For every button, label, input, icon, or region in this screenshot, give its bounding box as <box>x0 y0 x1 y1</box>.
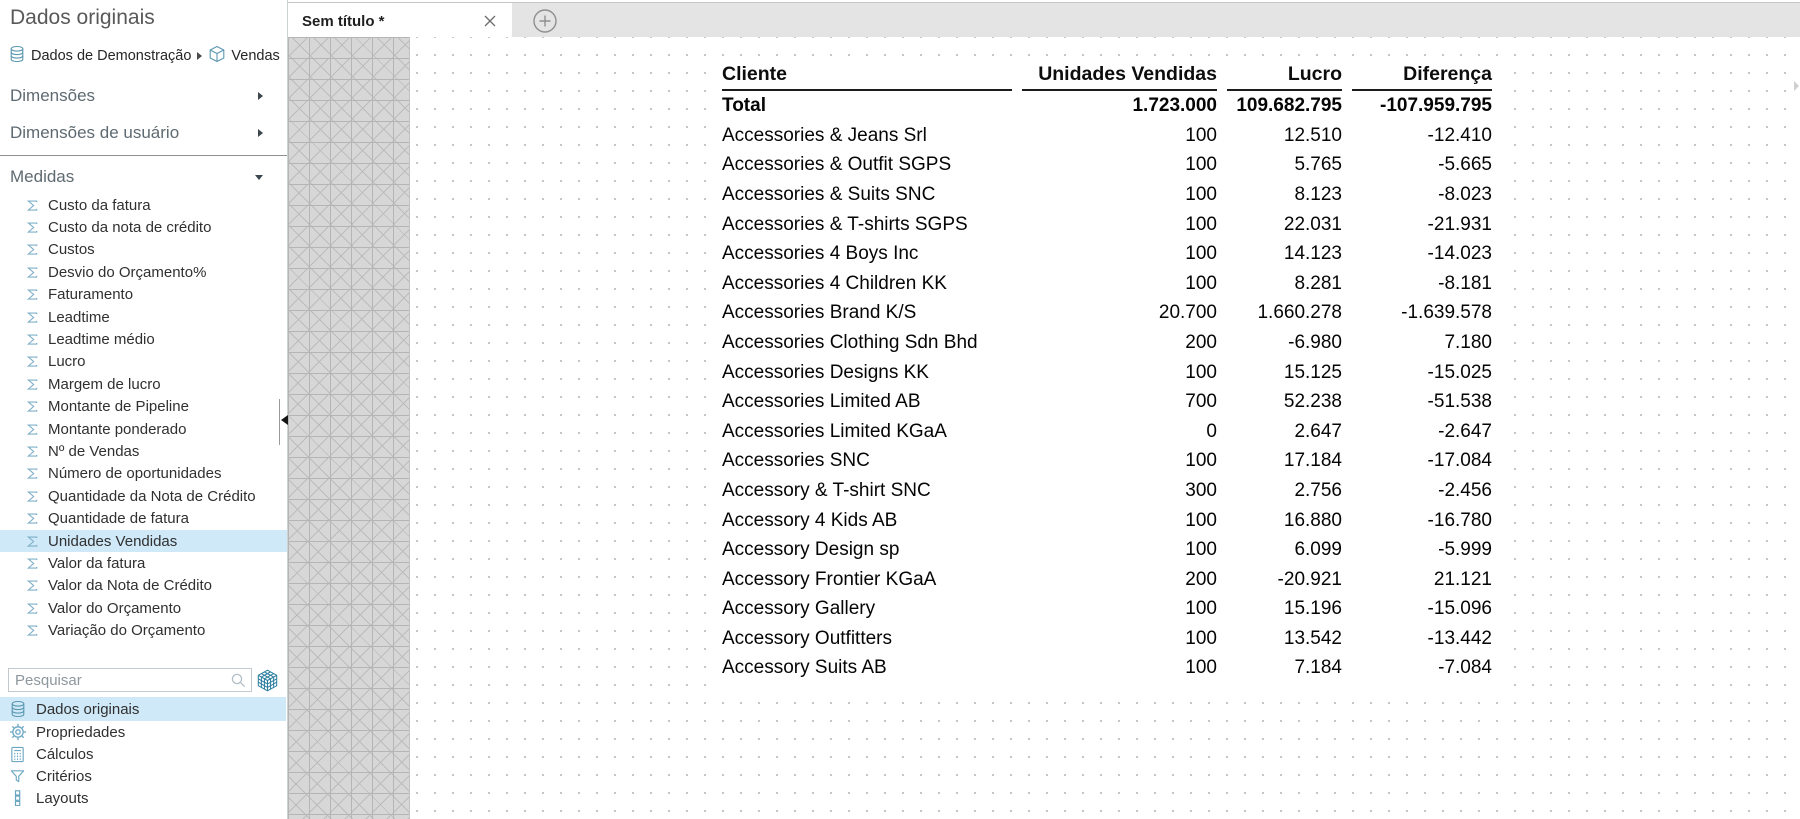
measure-label: Lucro <box>48 353 86 371</box>
section-label: Dimensões de usuário <box>10 123 180 142</box>
tab-bar <box>288 0 1800 37</box>
value-cell: -2.647 <box>1438 420 1492 442</box>
value-cell: 17.184 <box>1283 450 1342 472</box>
measure-item[interactable] <box>0 239 287 261</box>
cliente-cell: Accessories & Suits SNC <box>722 183 936 205</box>
cube-browser-icon[interactable] <box>256 669 279 692</box>
section-label: Dimensões <box>10 86 96 105</box>
cliente-cell: Accessories Clothing Sdn Bhd <box>722 331 978 353</box>
value-cell: 200 <box>1185 331 1217 353</box>
value-cell: 100 <box>1185 361 1217 383</box>
table-row[interactable] <box>722 447 1492 477</box>
table-row[interactable] <box>722 624 1492 654</box>
measure-item[interactable] <box>0 552 287 574</box>
section-medidas[interactable] <box>0 167 287 187</box>
measure-label: Valor da Nota de Crédito <box>48 577 212 595</box>
value-cell: 100 <box>1185 657 1217 679</box>
new-tab-button[interactable] <box>532 8 558 34</box>
sigma-icon <box>25 511 41 526</box>
measure-label: Valor do Orçamento <box>48 599 182 617</box>
total-row[interactable] <box>722 91 1492 121</box>
value-cell: -17.084 <box>1427 450 1492 472</box>
table-row[interactable] <box>722 565 1492 595</box>
measure-label: Unidades Vendidas <box>48 532 178 550</box>
panel-nav-label: Critérios <box>36 767 92 785</box>
measure-label: Custo da fatura <box>48 196 151 214</box>
table-row[interactable] <box>722 269 1492 299</box>
value-cell: -8.023 <box>1438 183 1492 205</box>
chevron-right-icon <box>258 92 263 100</box>
chevron-left-icon <box>281 415 288 425</box>
sigma-icon <box>25 220 41 235</box>
measure-item[interactable] <box>0 507 287 529</box>
sigma-icon <box>25 556 41 571</box>
measure-label: Quantidade de fatura <box>48 510 189 528</box>
value-cell: -20.921 <box>1277 568 1342 590</box>
cliente-cell: Accessories Designs KK <box>722 361 929 383</box>
value-cell: 15.196 <box>1283 598 1342 620</box>
table-row[interactable] <box>722 358 1492 388</box>
value-cell: 13.542 <box>1283 627 1342 649</box>
value-cell: -8.181 <box>1438 272 1492 294</box>
section-dimensoes[interactable] <box>0 86 287 106</box>
value-cell: -21.931 <box>1427 213 1492 235</box>
value-cell: 200 <box>1185 568 1217 590</box>
value-cell: 22.031 <box>1283 213 1342 235</box>
panel-nav-label: Propriedades <box>36 723 126 741</box>
measure-item[interactable] <box>0 597 287 619</box>
table-row[interactable] <box>722 476 1492 506</box>
panel-nav <box>0 697 286 809</box>
measure-item[interactable] <box>0 575 287 597</box>
measure-item[interactable] <box>0 373 287 395</box>
breadcrumb-database[interactable]: Dados de Demonstração <box>31 48 192 64</box>
value-cell: 1.723.000 <box>1132 95 1217 116</box>
measure-item[interactable] <box>0 530 287 552</box>
cliente-cell: Accessories & Jeans Srl <box>722 124 927 146</box>
value-cell: -6.980 <box>1288 331 1342 353</box>
value-cell: 52.238 <box>1283 391 1342 413</box>
table-row[interactable] <box>722 328 1492 358</box>
table-row[interactable] <box>722 535 1492 565</box>
database-icon <box>8 700 27 718</box>
value-cell: 16.880 <box>1283 509 1342 531</box>
sigma-icon <box>25 399 41 414</box>
value-cell: -13.442 <box>1427 627 1492 649</box>
sigma-icon <box>25 444 41 459</box>
panel-nav-label: Layouts <box>36 789 89 807</box>
sigma-icon <box>25 198 41 213</box>
measure-item[interactable] <box>0 619 287 641</box>
table-row[interactable] <box>722 299 1492 329</box>
value-cell: -7.084 <box>1438 657 1492 679</box>
measure-label: Margem de lucro <box>48 375 161 393</box>
cliente-cell: Accessory Design sp <box>722 539 900 561</box>
value-cell: 15.125 <box>1283 361 1342 383</box>
value-cell: -2.456 <box>1438 479 1492 501</box>
table-row[interactable] <box>722 210 1492 240</box>
measure-item[interactable] <box>0 463 287 485</box>
value-cell: -12.410 <box>1427 124 1492 146</box>
sigma-icon <box>25 623 41 638</box>
value-cell: 5.765 <box>1294 154 1342 176</box>
value-cell: 6.099 <box>1294 539 1342 561</box>
sigma-icon <box>25 578 41 593</box>
cliente-cell: Accessories & T-shirts SGPS <box>722 213 968 235</box>
cliente-cell: Accessory Frontier KGaA <box>722 568 937 590</box>
value-cell: 20.700 <box>1158 302 1217 324</box>
measure-label: Número de oportunidades <box>48 465 222 483</box>
value-cell: 14.123 <box>1283 243 1342 265</box>
row-header-dropzone[interactable] <box>288 37 410 819</box>
panel-title: Dados originais <box>10 6 155 29</box>
measure-label: Faturamento <box>48 286 134 304</box>
sigma-icon <box>25 265 41 280</box>
panel-nav-item[interactable] <box>0 697 286 721</box>
search-box <box>8 668 252 692</box>
value-cell: 8.281 <box>1294 272 1342 294</box>
panel-nav-item[interactable] <box>0 765 286 787</box>
search-input[interactable] <box>9 669 251 691</box>
value-cell: -5.999 <box>1438 539 1492 561</box>
cliente-cell: Accessories SNC <box>722 450 870 472</box>
filter-icon <box>8 768 27 785</box>
section-dimensoes-usuario[interactable] <box>0 123 287 143</box>
value-cell: -51.538 <box>1427 391 1492 413</box>
table-row[interactable] <box>722 387 1492 417</box>
value-cell: 100 <box>1185 627 1217 649</box>
measures-list <box>0 194 287 642</box>
cliente-cell: Accessories Limited AB <box>722 391 921 413</box>
chevron-down-icon <box>255 175 263 180</box>
value-cell: 2.756 <box>1294 479 1342 501</box>
layouts-icon <box>8 790 27 806</box>
value-cell: 2.647 <box>1294 420 1342 442</box>
value-cell: 7.184 <box>1294 657 1342 679</box>
cliente-cell: Accessory 4 Kids AB <box>722 509 898 531</box>
section-label: Medidas <box>10 167 75 186</box>
measure-item[interactable] <box>0 351 287 373</box>
measure-item[interactable] <box>0 194 287 216</box>
cliente-cell: Accessories 4 Children KK <box>722 272 947 294</box>
value-cell: 1.660.278 <box>1257 302 1342 324</box>
table-row[interactable] <box>722 239 1492 269</box>
measure-item[interactable] <box>0 440 287 462</box>
value-cell: 300 <box>1185 479 1217 501</box>
collapse-panel-handle[interactable] <box>279 399 289 445</box>
table-row[interactable] <box>722 654 1492 684</box>
gear-icon <box>8 723 27 741</box>
measure-item[interactable] <box>0 328 287 350</box>
chevron-right-icon <box>258 129 263 137</box>
cliente-cell: Accessory Outfitters <box>722 627 892 649</box>
data-table <box>712 59 1502 683</box>
cliente-cell: Accessories & Outfit SGPS <box>722 154 952 176</box>
value-cell: 12.510 <box>1283 124 1342 146</box>
value-cell: -15.025 <box>1427 361 1492 383</box>
tab-label: Sem título * <box>302 12 385 30</box>
sigma-icon <box>25 466 41 481</box>
value-cell: 7.180 <box>1444 331 1492 353</box>
measure-label: Variação do Orçamento <box>48 622 206 640</box>
measure-label: Valor da fatura <box>48 554 146 572</box>
value-cell: 21.121 <box>1433 568 1492 590</box>
measure-item[interactable] <box>0 261 287 283</box>
cliente-cell: Accessory & T-shirt SNC <box>722 479 931 501</box>
value-cell: 100 <box>1185 598 1217 620</box>
value-cell: -14.023 <box>1427 243 1492 265</box>
cliente-cell: Accessories Brand K/S <box>722 302 917 324</box>
table-header-cell[interactable]: Cliente <box>722 59 1012 91</box>
measure-label: Desvio do Orçamento% <box>48 263 207 281</box>
measure-label: Montante ponderado <box>48 420 187 438</box>
value-cell: 100 <box>1185 272 1217 294</box>
table-row[interactable] <box>722 506 1492 536</box>
value-cell: -5.665 <box>1438 154 1492 176</box>
calculator-icon <box>8 746 27 763</box>
value-cell: -16.780 <box>1427 509 1492 531</box>
cube-icon <box>208 45 226 67</box>
value-cell: 100 <box>1185 509 1217 531</box>
table-header-cell[interactable]: Diferença <box>1352 59 1492 91</box>
measure-item[interactable] <box>0 284 287 306</box>
breadcrumb <box>8 45 287 67</box>
chevron-right-icon <box>197 52 202 60</box>
value-cell: 100 <box>1185 124 1217 146</box>
table-header-cell[interactable]: Lucro <box>1227 59 1342 91</box>
sigma-icon <box>25 534 41 549</box>
measure-item[interactable] <box>0 485 287 507</box>
value-cell: 100 <box>1185 183 1217 205</box>
panel-nav-label: Dados originais <box>36 700 140 718</box>
cliente-cell: Accessory Gallery <box>722 598 876 620</box>
sigma-icon <box>25 601 41 616</box>
database-icon <box>8 45 26 67</box>
panel-nav-item[interactable] <box>0 743 286 765</box>
panel-bottom <box>0 668 286 819</box>
cliente-cell: Accessories Limited KGaA <box>722 420 947 442</box>
sigma-icon <box>25 377 41 392</box>
value-cell: 100 <box>1185 213 1217 235</box>
value-cell: 100 <box>1185 154 1217 176</box>
sigma-icon <box>25 422 41 437</box>
table-row[interactable] <box>722 180 1492 210</box>
sigma-icon <box>25 287 41 302</box>
design-canvas[interactable] <box>288 37 1800 819</box>
value-cell: 109.682.795 <box>1236 95 1342 116</box>
sigma-icon <box>25 242 41 257</box>
datasource-panel <box>0 0 288 819</box>
table-row[interactable] <box>722 417 1492 447</box>
measure-item[interactable] <box>0 216 287 238</box>
search-icon <box>230 672 247 694</box>
measure-item[interactable] <box>0 418 287 440</box>
measure-item[interactable] <box>0 396 287 418</box>
value-cell: 100 <box>1185 243 1217 265</box>
measure-item[interactable] <box>0 306 287 328</box>
tab-sem-titulo[interactable] <box>288 3 512 39</box>
scroll-nub-icon[interactable] <box>1794 81 1799 91</box>
search-row <box>0 668 286 692</box>
value-cell: 100 <box>1185 450 1217 472</box>
breadcrumb-cube[interactable]: Vendas <box>231 48 280 64</box>
value-cell: 0 <box>1206 420 1217 442</box>
cliente-cell: Accessory Suits AB <box>722 657 887 679</box>
measure-label: Nº de Vendas <box>48 442 140 460</box>
close-icon[interactable] <box>483 14 497 28</box>
measure-label: Quantidade da Nota de Crédito <box>48 487 256 505</box>
sigma-icon <box>25 332 41 347</box>
panel-nav-item[interactable] <box>0 721 286 743</box>
table-header-cell[interactable]: Unidades Vendidas <box>1022 59 1217 91</box>
table-row[interactable] <box>722 595 1492 625</box>
value-cell: 700 <box>1185 391 1217 413</box>
sigma-icon <box>25 310 41 325</box>
table-row[interactable] <box>722 121 1492 151</box>
panel-nav-item[interactable] <box>0 787 286 809</box>
cliente-cell: Total <box>722 95 766 116</box>
measure-label: Leadtime <box>48 308 110 326</box>
measure-label: Custo da nota de crédito <box>48 219 212 237</box>
measure-label: Montante de Pipeline <box>48 398 189 416</box>
value-cell: -15.096 <box>1427 598 1492 620</box>
value-cell: -107.959.795 <box>1380 95 1492 116</box>
divider <box>0 155 287 156</box>
value-cell: -1.639.578 <box>1401 302 1492 324</box>
sigma-icon <box>25 489 41 504</box>
panel-nav-label: Cálculos <box>36 745 94 763</box>
value-cell: 8.123 <box>1294 183 1342 205</box>
table-row[interactable] <box>722 151 1492 181</box>
value-cell: 100 <box>1185 539 1217 561</box>
cliente-cell: Accessories 4 Boys Inc <box>722 243 919 265</box>
measure-label: Leadtime médio <box>48 331 155 349</box>
crosstab <box>714 59 1500 689</box>
measure-label: Custos <box>48 241 95 259</box>
sigma-icon <box>25 354 41 369</box>
